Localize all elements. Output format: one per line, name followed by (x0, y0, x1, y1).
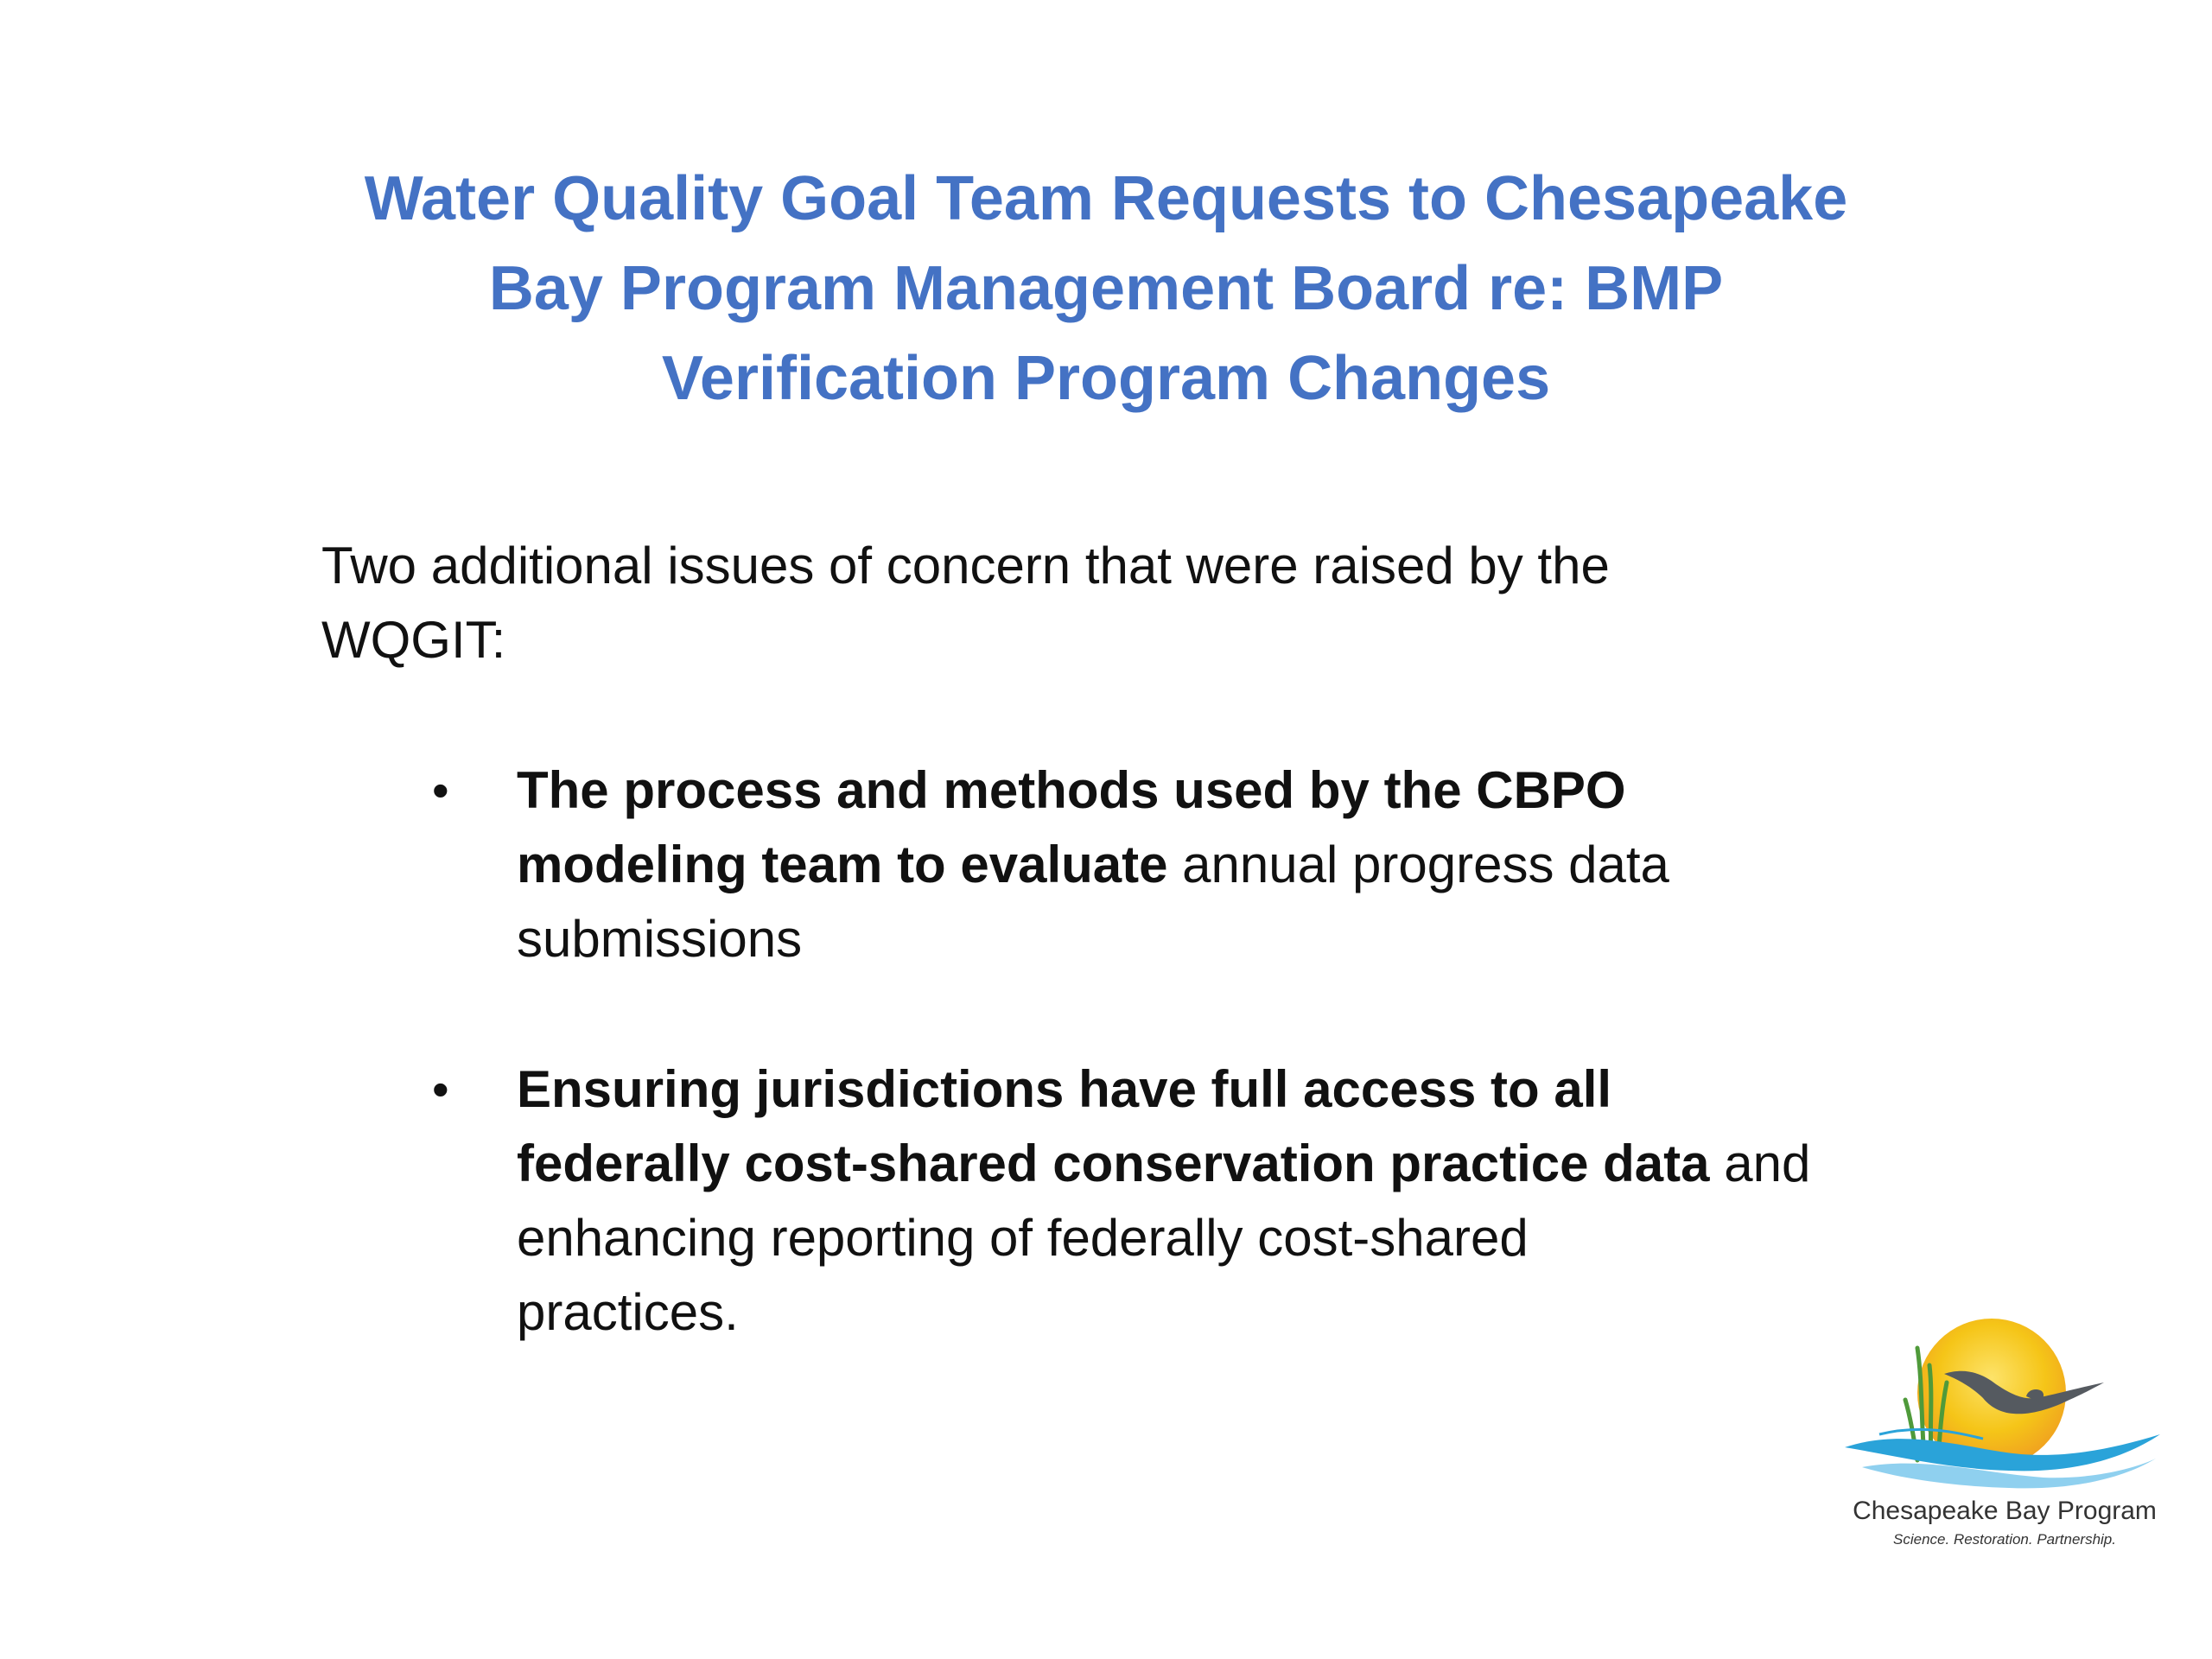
bullet-text (517, 1052, 1986, 1350)
bullet-plain-text: annual progress data (1167, 836, 1669, 893)
bullet-line (517, 828, 1986, 902)
bullet-bold-text: federally cost-shared conservation practice data (517, 1135, 1710, 1192)
bullet-line (517, 1127, 1986, 1201)
bullet-plain-text: and (1709, 1135, 1811, 1192)
bullet-line (517, 753, 1986, 828)
intro-line-1: Two additional issues of concern that were raised by the (321, 537, 1610, 594)
bullet-bold-text: Ensuring jurisdictions have full access to all (517, 1060, 1612, 1118)
bullet-line (517, 1052, 1986, 1127)
slide-title (259, 154, 1953, 423)
intro-line-2: WQGIT: (321, 611, 506, 669)
bullet-bold-text: The process and methods used by the CBPO (517, 761, 1626, 819)
bullet-bold-text: modeling team to evaluate (517, 836, 1168, 893)
bullet-text (517, 753, 1986, 976)
logo-tagline: Science. Restoration. Partnership. (1893, 1531, 2116, 1548)
title-line-3: Verification Program Changes (661, 344, 1551, 413)
title-line-2: Bay Program Management Board re: BMP (488, 254, 1724, 323)
bullet-line: enhancing reporting of federally cost-shared (517, 1209, 1529, 1267)
intro-paragraph (321, 529, 1877, 677)
bullet-line: submissions (517, 910, 803, 968)
bullet-line: practices. (517, 1283, 739, 1341)
logo-name: Chesapeake Bay Program (1853, 1497, 2157, 1525)
title-line-1: Water Quality Goal Team Requests to Chesapeake (364, 164, 1848, 233)
bullet-marker: • (432, 763, 449, 817)
heron-over-water-sun-logo-icon (1845, 1313, 2164, 1495)
bullet-marker: • (432, 1062, 449, 1116)
chesapeake-bay-program-logo (1832, 1313, 2177, 1573)
